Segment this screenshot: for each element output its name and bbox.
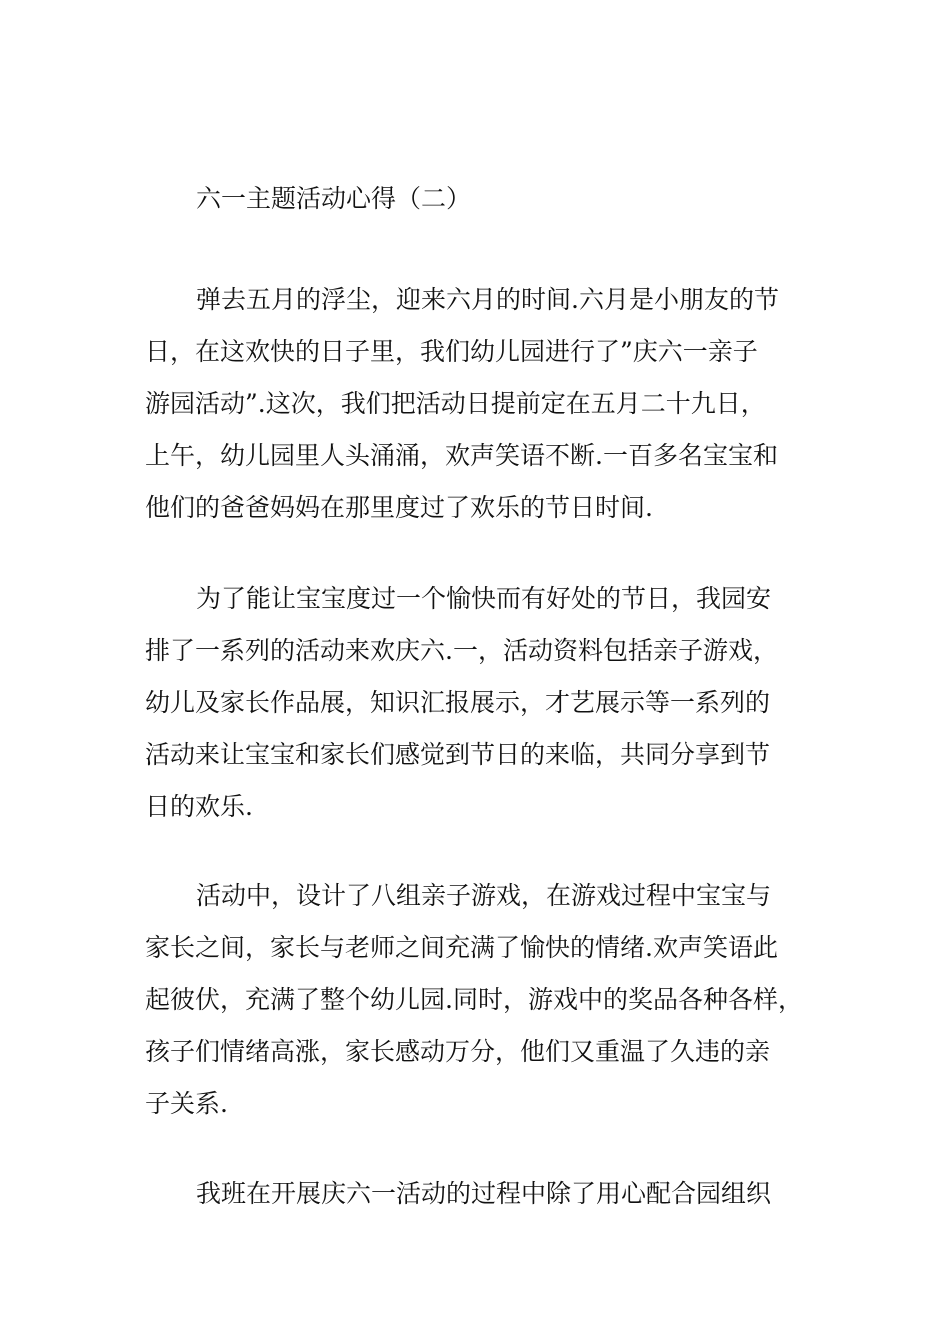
paragraph-line: 弹去五月的浮尘，迎来六月的时间.六月是小朋友的节	[196, 285, 779, 314]
paragraph-line: 游园活动”.这次，我们把活动日提前定在五月二十九日，	[145, 389, 766, 418]
paragraph-line: 子关系.	[145, 1089, 228, 1118]
document-title: 六一主题活动心得（二）	[196, 184, 472, 213]
paragraph-3	[145, 870, 810, 1130]
paragraph-line: 起彼伏，充满了整个幼儿园.同时，游戏中的奖品各种各样，	[145, 985, 803, 1014]
paragraph-line: 日，在这欢快的日子里，我们幼儿园进行了”庆六一亲子	[145, 337, 758, 366]
paragraph-line: 他们的爸爸妈妈在那里度过了欢乐的节日时间.	[145, 493, 653, 522]
paragraph-line: 家长之间，家长与老师之间充满了愉快的情绪.欢声笑语此	[145, 933, 778, 962]
paragraph-2	[145, 573, 810, 833]
paragraph-line: 上午，幼儿园里人头涌涌，欢声笑语不断.一百多名宝宝和	[145, 441, 778, 470]
paragraph-line: 排了一系列的活动来欢庆六.一，活动资料包括亲子游戏，	[145, 636, 778, 665]
paragraph-4	[145, 1168, 810, 1220]
paragraph-line: 活动中，设计了八组亲子游戏，在游戏过程中宝宝与	[196, 881, 772, 910]
paragraph-1	[145, 274, 810, 534]
paragraph-line: 幼儿及家长作品展，知识汇报展示，才艺展示等一系列的	[145, 688, 771, 717]
paragraph-line: 日的欢乐.	[145, 792, 253, 821]
paragraph-line: 为了能让宝宝度过一个愉快而有好处的节日，我园安	[196, 584, 772, 613]
paragraph-line: 我班在开展庆六一活动的过程中除了用心配合园组织	[196, 1179, 772, 1208]
paragraph-line: 活动来让宝宝和家长们感觉到节日的来临，共同分享到节	[145, 740, 771, 769]
paragraph-line: 孩子们情绪高涨，家长感动万分，他们又重温了久违的亲	[145, 1037, 771, 1066]
